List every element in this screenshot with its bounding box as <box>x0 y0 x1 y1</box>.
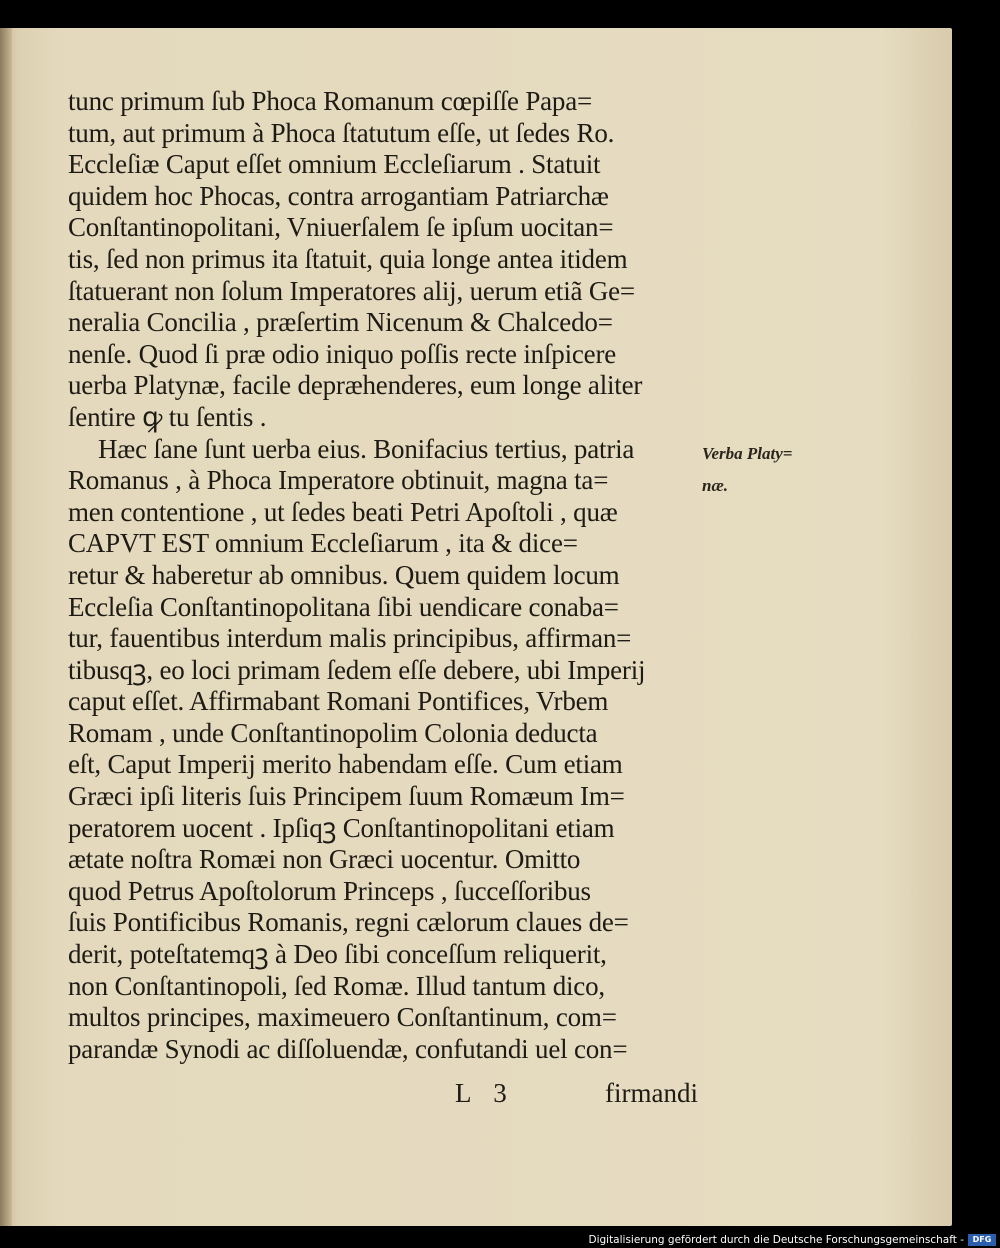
text-line: multos principes, maximeuero Conſtantinum, com= <box>68 1002 617 1033</box>
text-line: tibusqꝫ, eo loci primam ſedem eſſe debere, ubi Imperij <box>68 654 646 685</box>
text-line: Eccleſia Conſtantinopolitana ſibi uendicare conaba= <box>68 591 619 622</box>
text-line: caput eſſet. Affirmabant Romani Pontifices, Vrbem <box>68 686 609 717</box>
text-line: CAPVT EST omnium Eccleſiarum , ita & dice= <box>68 528 578 559</box>
text-line: ſuis Pontificibus Romanis, regni cælorum claues de= <box>68 907 629 938</box>
text-line: tum, aut primum à Phoca ſtatutum eſſe, ut ſedes Ro. <box>68 117 615 148</box>
text-line: tur, fauentibus interdum malis principibus, affirman= <box>68 623 632 654</box>
signature-mark: L 3 <box>455 1078 515 1108</box>
text-line: Conſtantinopolitani, Vniuerſalem ſe ipſum uocitan= <box>68 212 614 243</box>
book-page <box>0 28 952 1226</box>
credit-text: Digitalisierung gefördert durch die Deutsche Forschungsgemeinschaft - <box>588 1234 964 1246</box>
dfg-logo-icon: DFG <box>968 1234 996 1246</box>
margin-note-line: Verba Platy= <box>702 444 793 463</box>
text-line: ſtatuerant non ſolum Imperatores alij, uerum etiã Ge= <box>68 275 635 306</box>
text-line: men contentione , ut ſedes beati Petri Apoſtoli , quæ <box>68 496 618 527</box>
text-line: quidem hoc Phocas, contra arrogantiam Patriarchæ <box>68 180 609 211</box>
page-footer <box>400 1075 700 1111</box>
text-line: quod Petrus Apoſtolorum Princeps , ſucceſſoribus <box>68 875 591 906</box>
text-line: retur & haberetur ab omnibus. Quem quidem locum <box>68 559 620 590</box>
text-line: Romam , unde Conſtantinopolim Colonia deducta <box>68 717 598 748</box>
text-line: ſentire ꝙ tu ſentis . <box>68 401 267 432</box>
text-line: Hæc ſane ſunt uerba eius. Bonifacius tertius, patria <box>98 433 635 464</box>
text-line: tis, ſed non primus ita ſtatuit, quia longe antea itidem <box>68 243 628 274</box>
text-line: neralia Concilia , præſertim Nicenum & Chalcedo= <box>68 307 613 338</box>
margin-note-line: næ. <box>702 475 728 495</box>
text-line: parandæ Synodi ac diſſoluendæ, confutandi uel con= <box>68 1033 628 1064</box>
text-line: tunc primum ſub Phoca Romanum cœpiſſe Papa= <box>68 86 593 116</box>
text-line: non Conſtantinopoli, ſed Romæ. Illud tantum dico, <box>68 970 605 1001</box>
catchword: firmandi <box>605 1078 698 1108</box>
text-line: peratorem uocent . Ipſiqꝫ Conſtantinopolitani etiam <box>68 812 615 843</box>
credit-bar <box>0 1232 1000 1248</box>
text-line: ætate noſtra Romæi non Græci uocentur. Omitto <box>68 844 581 875</box>
margin-note <box>702 438 852 501</box>
page-gutter <box>0 28 12 1226</box>
text-line: eſt, Caput Imperij merito habendam eſſe. Cum etiam <box>68 749 623 780</box>
text-line: nenſe. Quod ſi præ odio iniquo poſſis recte inſpicere <box>68 338 617 369</box>
text-line: Romanus , à Phoca Imperatore obtinuit, magna ta= <box>68 465 609 496</box>
text-line: Græci ipſi literis ſuis Principem ſuum Romæum Im= <box>68 781 625 812</box>
text-line: uerba Platynæ, facile depræhenderes, eum longe aliter <box>68 370 643 401</box>
text-line: derit, poteſtatemqꝫ à Deo ſibi conceſſum reliquerit, <box>68 939 607 970</box>
text-line: Eccleſiæ Caput eſſet omnium Eccleſiarum . Statuit <box>68 149 601 180</box>
body-text <box>68 86 700 1065</box>
